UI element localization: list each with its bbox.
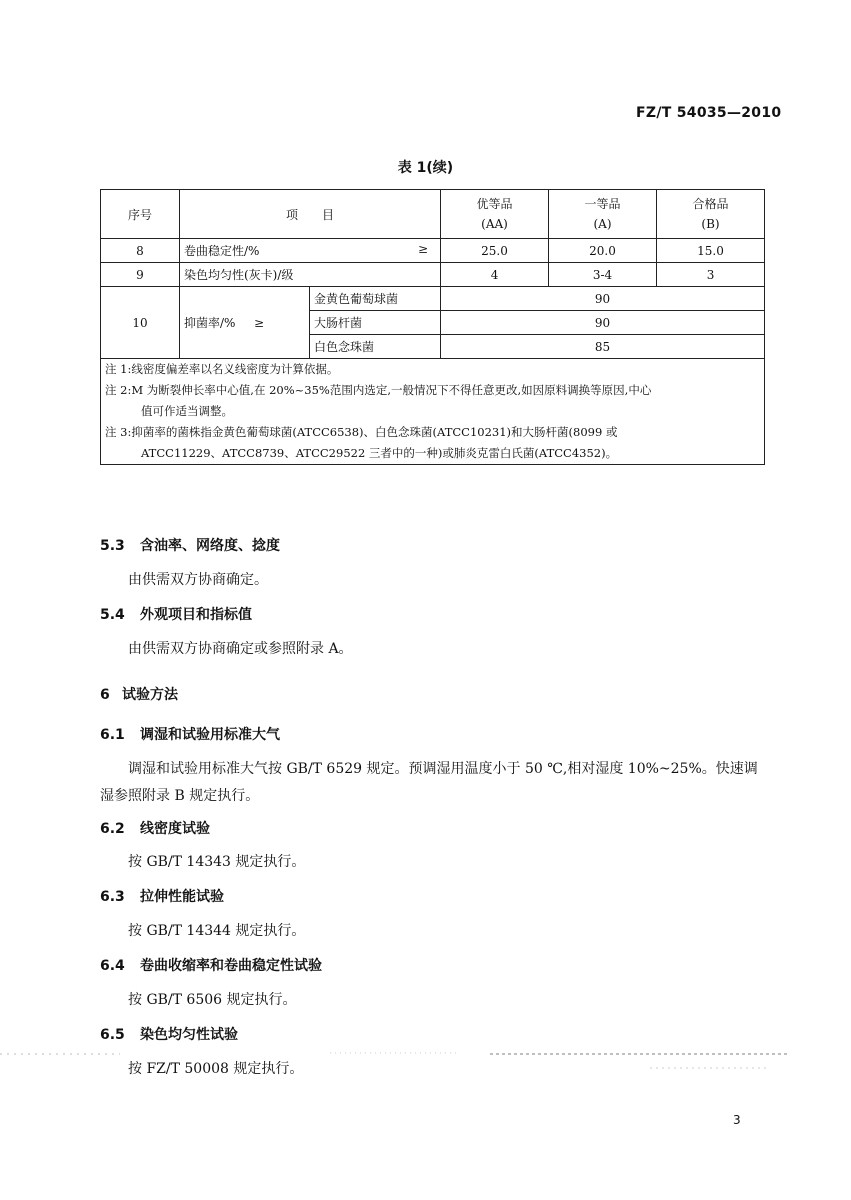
- header-item: 项 目: [180, 190, 441, 239]
- strain-name: 金黄色葡萄球菌: [310, 287, 441, 311]
- note-continuation: ATCC11229、ATCC8739、ATCC29522 三者中的一种)或肺炎克雷白氏菌(ATCC4352)。: [141, 446, 618, 460]
- chapter-heading: [100, 684, 178, 704]
- section-heading: [100, 886, 224, 906]
- table-row: [101, 287, 765, 311]
- row-seq: 8: [101, 239, 180, 263]
- header-grade-a: [549, 190, 657, 239]
- note-text: 线密度偏差率以名义线密度为计算依据。: [131, 362, 339, 376]
- header-grade-a-label: 一等品: [584, 197, 621, 211]
- row-operator: ≥: [417, 242, 429, 256]
- header-grade-b: [657, 190, 765, 239]
- section-body: 按 GB/T 14343 规定执行。: [128, 854, 306, 870]
- header-grade-b-label: 合格品: [692, 197, 729, 211]
- section-title: 卷曲收缩率和卷曲稳定性试验: [140, 958, 322, 974]
- section-title: 拉伸性能试验: [140, 889, 224, 905]
- strain-value: 85: [441, 335, 765, 359]
- chapter-title: 试验方法: [122, 687, 178, 703]
- row-operator: ≥: [254, 316, 265, 330]
- row-value-aa: 4: [441, 263, 549, 287]
- row-item: 染色均匀性(灰卡)/级: [180, 263, 441, 287]
- note: [105, 422, 760, 443]
- strain-name: 白色念珠菌: [310, 335, 441, 359]
- standard-number: FZ/T 54035—2010: [636, 105, 782, 121]
- section-heading: [100, 818, 210, 838]
- section-heading: [100, 724, 280, 744]
- header-grade-aa-code: (AA): [481, 217, 508, 231]
- note: [105, 380, 760, 401]
- header-grade-b-code: (B): [701, 217, 720, 231]
- row-value-b: 3: [657, 263, 765, 287]
- row-value-a: 20.0: [549, 239, 657, 263]
- strain-value: 90: [441, 287, 765, 311]
- table-caption: 表 1(续): [397, 160, 454, 176]
- section-body: 按 GB/T 14344 规定执行。: [128, 923, 306, 939]
- note-label: 注 3:: [105, 425, 132, 439]
- section-title: 外观项目和指标值: [140, 607, 252, 623]
- note-text: 抑菌率的菌株指金黄色葡萄球菌(ATCC6538)、白色念珠菌(ATCC10231)和大肠杆菌(8099 或: [131, 425, 618, 439]
- row-value-aa: 25.0: [441, 239, 549, 263]
- chapter-number: 6: [100, 687, 110, 703]
- strain-value: 90: [441, 311, 765, 335]
- note-continuation: 值可作适当调整。: [141, 404, 233, 418]
- section-number: 5.3: [100, 538, 125, 554]
- row-item: [180, 287, 310, 359]
- header-grade-aa: [441, 190, 549, 239]
- section-title: 调湿和试验用标准大气: [140, 727, 280, 743]
- note-label: 注 2:: [105, 383, 132, 397]
- section-number: 6.2: [100, 821, 125, 837]
- header-grade-a-code: (A): [593, 217, 612, 231]
- row-item: [180, 239, 441, 263]
- row-seq: 9: [101, 263, 180, 287]
- section-number: 6.1: [100, 727, 125, 743]
- strain-name: 大肠杆菌: [310, 311, 441, 335]
- row-item-label: 抑菌率/%: [184, 316, 236, 330]
- section-number: 6.3: [100, 889, 125, 905]
- table-row: [101, 263, 765, 287]
- section-number: 6.4: [100, 958, 125, 974]
- section-title: 线密度试验: [140, 821, 210, 837]
- spec-table: [100, 189, 765, 465]
- section-body: 调湿和试验用标准大气按 GB/T 6529 规定。预调湿用温度小于 50 ℃,相对湿度 10%~25%。快速调湿参照附录 B 规定执行。: [100, 761, 758, 804]
- note: [105, 359, 760, 380]
- section-body: 按 GB/T 6506 规定执行。: [128, 992, 297, 1008]
- section-heading: [100, 604, 252, 624]
- scan-noise: [0, 1044, 851, 1074]
- table-notes-row: [101, 359, 765, 465]
- section-heading: [100, 535, 280, 555]
- section-body: 由供需双方协商确定。: [128, 572, 268, 588]
- note-text: M 为断裂伸长率中心值,在 20%~35%范围内选定,一般情况下不得任意更改,如因原料调换等原因,中心: [131, 383, 652, 397]
- table-header-row: [101, 190, 765, 239]
- section-number: 5.4: [100, 607, 125, 623]
- header-seq: 序号: [101, 190, 180, 239]
- section-heading: [100, 1024, 238, 1044]
- table-notes: [101, 359, 765, 465]
- section-number: 6.5: [100, 1027, 125, 1043]
- row-item-label: 卷曲稳定性/%: [184, 244, 260, 258]
- row-seq: 10: [101, 287, 180, 359]
- row-value-a: 3-4: [549, 263, 657, 287]
- section-title: 含油率、网络度、捻度: [140, 538, 280, 554]
- page-number: 3: [733, 1113, 741, 1127]
- section-heading: [100, 955, 322, 975]
- header-grade-aa-label: 优等品: [476, 197, 513, 211]
- table-row: [101, 239, 765, 263]
- row-value-b: 15.0: [657, 239, 765, 263]
- section-title: 染色均匀性试验: [140, 1027, 238, 1043]
- note-label: 注 1:: [105, 362, 132, 376]
- section-body: 由供需双方协商确定或参照附录 A。: [128, 641, 353, 657]
- section-body: 按 FZ/T 50008 规定执行。: [128, 1061, 304, 1077]
